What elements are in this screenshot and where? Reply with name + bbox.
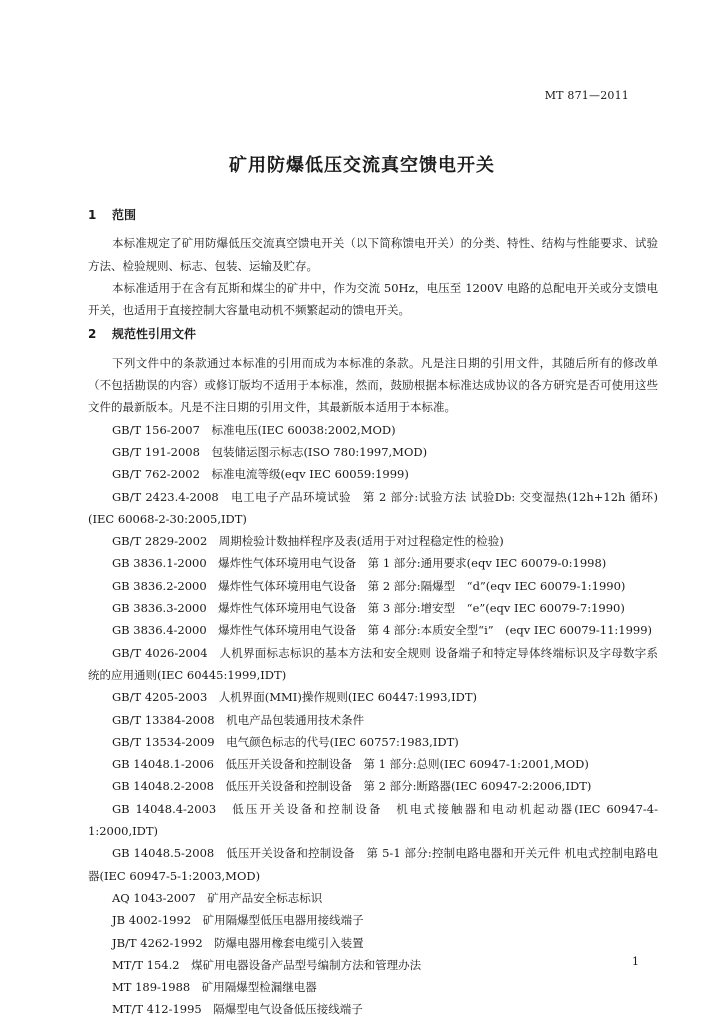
reference-item: GB 14048.4-2003 低压开关设备和控制设备 机电式接触器和电动机起动器(IEC 60947-4-1:2000,IDT) bbox=[88, 801, 658, 839]
reference-item: JB/T 4262-1992 防爆电器用橡套电缆引入装置 bbox=[112, 935, 364, 950]
page-number: 1 bbox=[632, 955, 639, 968]
reference-item: JB 4002-1992 矿用隔爆型低压电器用接线端子 bbox=[112, 913, 364, 928]
reference-item: GB/T 2423.4-2008 电工电子产品环境试验 第 2 部分:试验方法 试验Db: 交变湿热(12h+12h 循环)(IEC 60068-2-30:2005,IDT) bbox=[88, 489, 658, 526]
reference-item: GB 3836.1-2000 爆炸性气体环境用电气设备 第 1 部分:通用要求(eqv IEC 60079-0:1998) bbox=[112, 556, 607, 571]
document-title: 矿用防爆低压交流真空馈电开关 bbox=[229, 155, 495, 176]
section-2-number: 2 bbox=[88, 327, 97, 342]
reference-item: GB 14048.5-2008 低压开关设备和控制设备 第 5-1 部分:控制电路电器和开关元件 机电式控制电路电器(IEC 60947-5-1:2003,MOD) bbox=[88, 846, 658, 883]
reference-item: GB/T 4026-2004 人机界面标志标识的基本方法和安全规则 设备端子和特定导体终端标识及字母数字系统的应用通则(IEC 60445:1999,IDT) bbox=[88, 645, 658, 682]
reference-item: GB/T 2829-2002 周期检验计数抽样程序及表(适用于对过程稳定性的检验) bbox=[112, 534, 504, 549]
reference-item: MT/T 412-1995 隔爆型电气设备低压接线端子 bbox=[112, 1002, 363, 1017]
reference-item: MT 189-1988 矿用隔爆型检漏继电器 bbox=[112, 980, 317, 995]
section-1-paragraph: 本标准适用于在含有瓦斯和煤尘的矿井中，作为交流 50Hz，电压至 1200V 电路的总配电开关或分支馈电开关，也适用于直接控制大容量电动机不频繁起动的馈电开关。 bbox=[88, 280, 658, 318]
section-1-heading bbox=[88, 204, 658, 226]
section-1-number: 1 bbox=[88, 208, 97, 222]
section-2-intro: 下列文件中的条款通过本标准的引用而成为本标准的条款。凡是注日期的引用文件，其随后所有的修改单（不包括勘误的内容）或修订版均不适用于本标准，然而，鼓励根据本标准达成协议的各方研究是否可使用这些文件的最新版本。凡是不注日期的引用文件，其最新版本适用于本标准。 bbox=[88, 355, 658, 415]
reference-item: GB/T 4205-2003 人机界面(MMI)操作规则(IEC 60447:1993,IDT) bbox=[112, 690, 478, 705]
reference-item: AQ 1043-2007 矿用产品安全标志标识 bbox=[112, 890, 323, 905]
reference-item: GB 14048.2-2008 低压开关设备和控制设备 第 2 部分:断路器(IEC 60947-2:2006,IDT) bbox=[112, 779, 592, 794]
document-body bbox=[88, 203, 658, 1021]
standard-code: MT 871—2011 bbox=[544, 89, 629, 102]
reference-item: GB 3836.3-2000 爆炸性气体环境用电气设备 第 3 部分:增安型 “e”(eqv IEC 60079-7:1990) bbox=[112, 601, 625, 616]
reference-item: GB/T 13534-2009 电气颜色标志的代号(IEC 60757:1983,IDT) bbox=[112, 734, 459, 749]
section-1-paragraph: 本标准规定了矿用防爆低压交流真空馈电开关（以下简称馈电开关）的分类、特性、结构与性能要求、试验方法、检验规则、标志、包装、运输及贮存。 bbox=[88, 236, 658, 273]
section-1-title: 范围 bbox=[112, 208, 137, 222]
reference-item: GB 3836.4-2000 爆炸性气体环境用电气设备 第 4 部分:本质安全型“i” (eqv IEC 60079-11:1999) bbox=[112, 623, 653, 638]
section-2-title: 规范性引用文件 bbox=[112, 327, 197, 342]
reference-item: GB/T 191-2008 包装储运图示标志(ISO 780:1997,MOD) bbox=[112, 444, 428, 459]
reference-item: GB/T 156-2007 标准电压(IEC 60038:2002,MOD) bbox=[112, 422, 396, 437]
section-2-heading bbox=[88, 323, 658, 345]
reference-item: GB 3836.2-2000 爆炸性气体环境用电气设备 第 2 部分:隔爆型 “d”(eqv IEC 60079-1:1990) bbox=[112, 578, 626, 593]
reference-item: GB/T 13384-2008 机电产品包装通用技术条件 bbox=[112, 712, 365, 727]
reference-item: GB 14048.1-2006 低压开关设备和控制设备 第 1 部分:总则(IEC 60947-1:2001,MOD) bbox=[112, 757, 589, 772]
reference-item: MT/T 154.2 煤矿用电器设备产品型号编制方法和管理办法 bbox=[112, 957, 422, 972]
reference-item: GB/T 762-2002 标准电流等级(eqv IEC 60059:1999) bbox=[112, 467, 409, 482]
